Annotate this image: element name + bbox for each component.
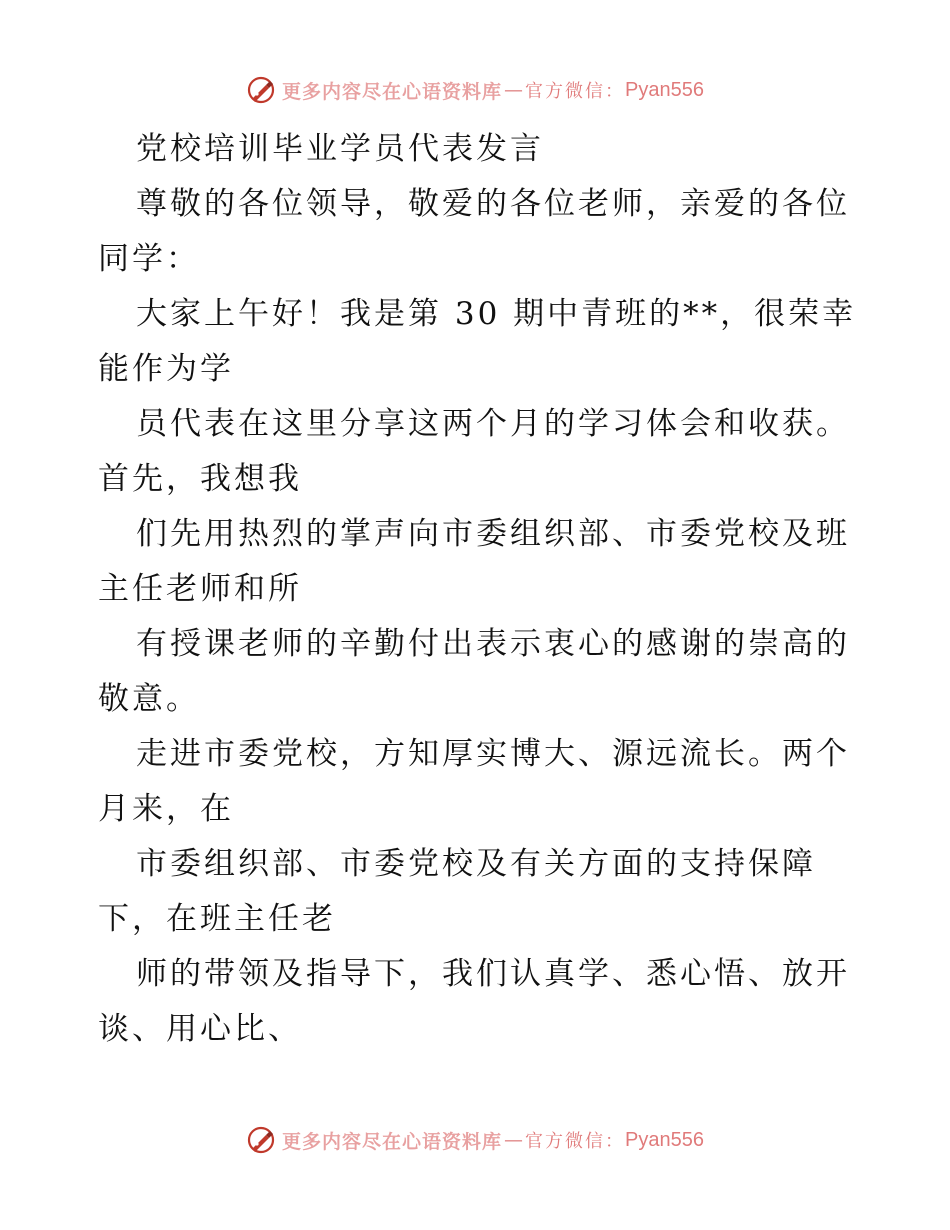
banner-text: 更多内容尽在心语资料库 <box>282 1130 503 1153</box>
paragraph-line: 师的带领及指导下，我们认真学、悉心悟、放开 <box>136 956 850 992</box>
wechat-label: 官方微信： <box>525 81 626 102</box>
paragraph-line: 下，在班主任老 <box>98 901 336 937</box>
pen-logo-icon <box>246 1125 276 1155</box>
paragraph-line: 员代表在这里分享这两个月的学习体会和收获。 <box>136 406 850 442</box>
footer-banner <box>0 1120 950 1160</box>
paragraph-line: 主任老师和所 <box>98 571 302 607</box>
wechat-label: 官方微信： <box>525 1131 626 1152</box>
paragraph-line: 能作为学 <box>98 351 234 387</box>
banner-dash: — <box>504 79 524 101</box>
banner-dash: — <box>504 1129 524 1151</box>
paragraph-line: 谈、用心比、 <box>98 1011 302 1047</box>
paragraph-line: 们先用热烈的掌声向市委组织部、市委党校及班 <box>136 516 850 552</box>
document-body <box>98 122 858 1057</box>
paragraph-line: 大家上午好！我是第 30 期中青班的**，很荣幸 <box>136 296 857 332</box>
paragraph-line: 敬意。 <box>98 681 200 717</box>
paragraph-line: 同学： <box>98 241 200 277</box>
document-title: 党校培训毕业学员代表发言 <box>136 131 544 167</box>
paragraph-line: 首先，我想我 <box>98 461 302 497</box>
banner-text: 更多内容尽在心语资料库 <box>282 80 503 103</box>
wechat-id: Pyan556 <box>625 1128 704 1151</box>
paragraph-line: 市委组织部、市委党校及有关方面的支持保障 <box>136 846 816 882</box>
pen-logo-icon <box>246 75 276 105</box>
paragraph-line: 走进市委党校，方知厚实博大、源远流长。两个 <box>136 736 850 772</box>
paragraph-line: 月来，在 <box>98 791 234 827</box>
header-banner <box>0 70 950 110</box>
paragraph-line: 有授课老师的辛勤付出表示衷心的感谢的崇高的 <box>136 626 850 662</box>
paragraph-line: 尊敬的各位领导，敬爱的各位老师，亲爱的各位 <box>136 186 850 222</box>
wechat-id: Pyan556 <box>625 78 704 101</box>
